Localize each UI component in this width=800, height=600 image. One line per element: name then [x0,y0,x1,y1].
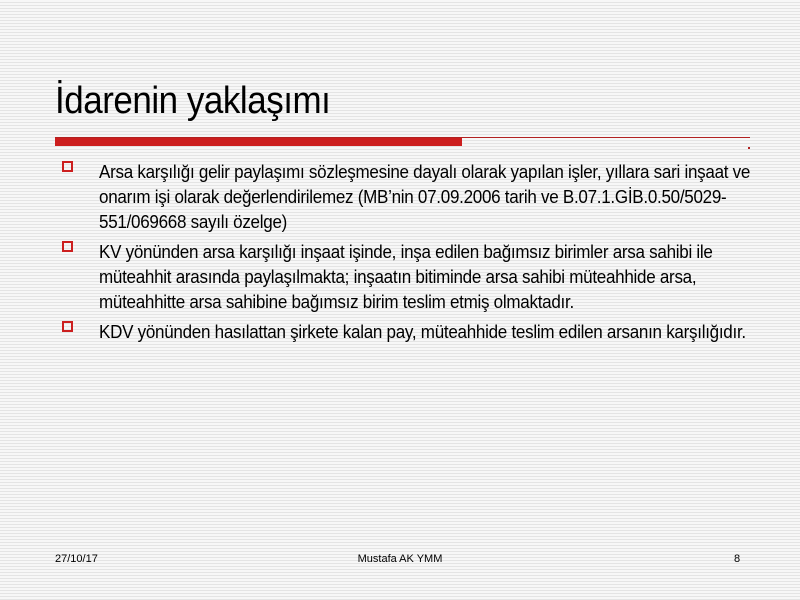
title-accent-bar [55,138,462,146]
bullet-text: KV yönünden arsa karşılığı inşaat işinde, inşa edilen bağımsız birimler arsa sahibi ile müteahhit arasında paylaşılmakta; inşaatın bitiminde arsa sahibi müteahhide arsa, müteahhitte arsa sahibine bağımsız birim teslim etmiş olmaktadır. [99,241,713,312]
title-divider-end-mark [748,147,750,149]
slide-title: İdarenin yaklaşımı [55,80,331,122]
footer-page-number: 8 [734,553,741,565]
footer-date: 27/10/17 [55,553,98,565]
bullet-text: KDV yönünden hasılattan şirkete kalan pay, müteahhide teslim edilen arsanın karşılığıdır. [99,321,746,342]
bullet-item [62,159,752,234]
bullet-item [62,319,752,344]
bullet-list [62,159,752,349]
bullet-item [62,239,752,314]
bullet-text: Arsa karşılığı gelir paylaşımı sözleşmesine dayalı olarak yapılan işler, yıllara sari inşaat ve onarım işi olarak değerlendirilemez (MB’nin 07.09.2006 tarih ve B.07.1.GİB.0.50/5029-551/069668 sayılı özelge) [99,161,751,232]
hollow-square-bullet-icon [62,321,73,332]
hollow-square-bullet-icon [62,241,73,252]
hollow-square-bullet-icon [62,161,73,172]
footer-author: Mustafa AK YMM [357,553,443,565]
